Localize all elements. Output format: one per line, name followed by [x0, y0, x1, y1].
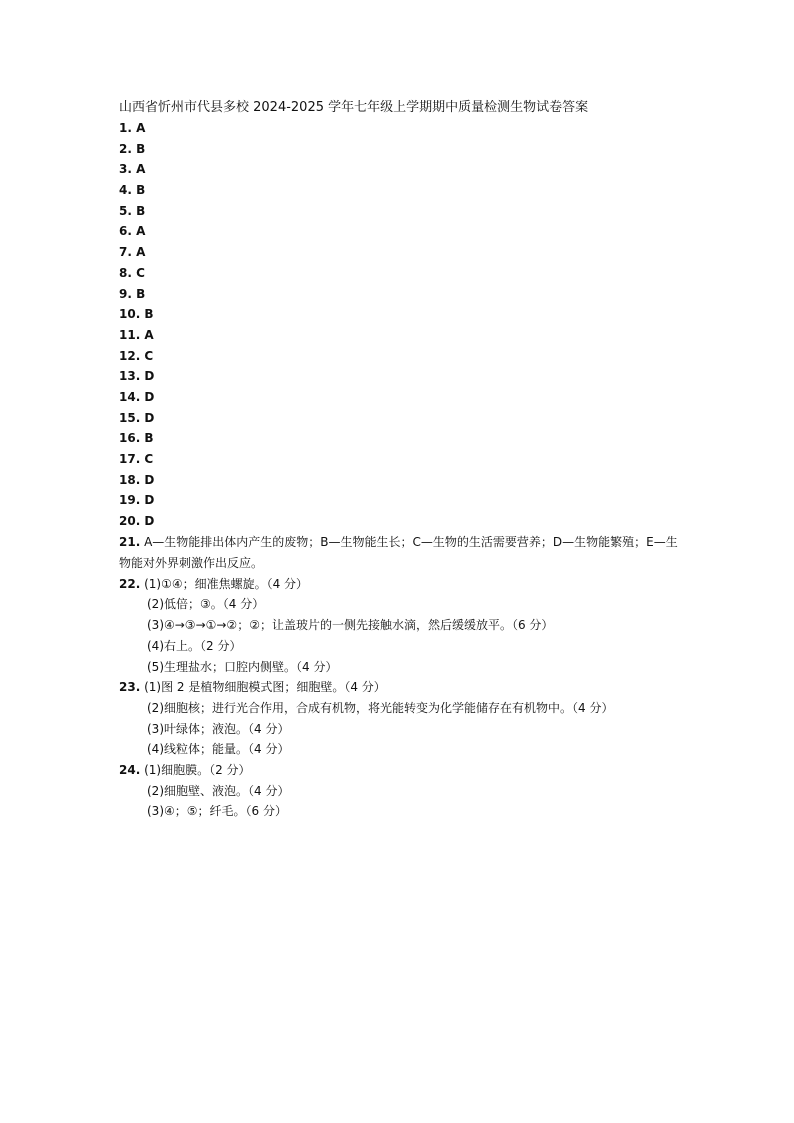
question-24-part-2: (2)细胞壁、液泡。（4 分）	[147, 783, 290, 798]
choice-answer: 20. D	[119, 514, 155, 529]
question-22-part-4: (4)右上。（2 分）	[147, 638, 242, 653]
answer-sheet	[119, 97, 719, 822]
question-number: 21.	[119, 534, 141, 549]
choice-answer: 15. D	[119, 410, 155, 425]
choice-answer: 16. B	[119, 431, 154, 446]
choice-answer: 19. D	[119, 493, 155, 508]
question-22-part-5: (5)生理盐水；口腔内侧壁。（4 分）	[147, 659, 338, 674]
choice-answer: 1. A	[119, 121, 146, 135]
choice-answer: 11. A	[119, 327, 154, 342]
choice-answer: 8. C	[119, 265, 145, 280]
choice-answer: 2. B	[119, 141, 146, 156]
question-22-part-3: (3)④→③→①→②；②；让盖玻片的一侧先接触水滴，然后缓缓放平。（6 分）	[147, 618, 554, 633]
question-22-answer	[119, 574, 719, 677]
choice-answer: 3. A	[119, 162, 146, 177]
choice-answer: 12. C	[119, 348, 154, 363]
question-22-part-2: (2)低倍；③。（4 分）	[147, 597, 265, 612]
question-23-part-1: (1)图 2 是植物细胞模式图；细胞壁。（4 分）	[144, 680, 386, 695]
choice-answer: 18. D	[119, 472, 155, 487]
question-number: 22.	[119, 576, 141, 591]
question-23-part-2: (2)细胞核；进行光合作用，合成有机物，将光能转变为化学能储存在有机物中。（4 分）	[147, 700, 614, 715]
question-23-part-3: (3)叶绿体；液泡。（4 分）	[147, 721, 290, 736]
question-23-part-4: (4)线粒体；能量。（4 分）	[147, 742, 290, 757]
choice-answer: 7. A	[119, 245, 146, 260]
choice-answer: 5. B	[119, 203, 146, 218]
choice-answer: 6. A	[119, 224, 146, 239]
question-23-answer	[119, 677, 719, 760]
choice-answer: 4. B	[119, 183, 146, 198]
question-21-text: A—生物能排出体内产生的废物；B—生物能生长；C—生物的生活需要营养；D—生物能繁殖；E—生物能对外界刺激作出反应。	[119, 534, 678, 570]
question-22-part-1: (1)①④；细准焦螺旋。（4 分）	[144, 576, 309, 591]
choice-answer: 9. B	[119, 286, 146, 301]
question-24-answer	[119, 760, 719, 822]
question-24-part-3: (3)④；⑤；纤毛。（6 分）	[147, 804, 287, 819]
question-21-answer	[119, 532, 679, 574]
question-number: 24.	[119, 762, 141, 777]
choice-answer: 14. D	[119, 389, 155, 404]
question-24-part-1: (1)细胞膜。（2 分）	[144, 762, 251, 777]
choice-answer: 17. C	[119, 452, 154, 466]
choice-answer: 10. B	[119, 307, 154, 322]
page-title: 山西省忻州市代县多校 2024-2025 学年七年级上学期期中质量检测生物试卷答案	[119, 100, 589, 115]
question-number: 23.	[119, 680, 141, 695]
choice-answer-list	[119, 118, 719, 532]
choice-answer: 13. D	[119, 369, 155, 384]
